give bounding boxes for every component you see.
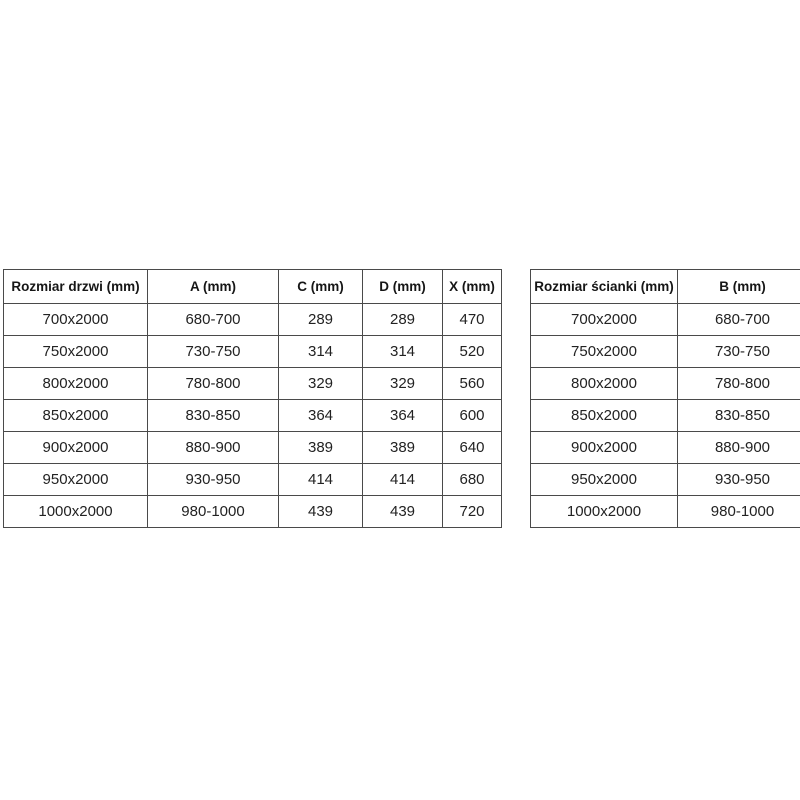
table-row (531, 496, 800, 528)
table-cell: 314 (363, 336, 443, 368)
header-row (4, 270, 502, 304)
table-cell: 414 (363, 464, 443, 496)
table-cell: 950x2000 (531, 464, 678, 496)
table-row (4, 336, 502, 368)
table-cell: 329 (279, 368, 363, 400)
table-row (531, 432, 800, 464)
table-cell: 880-900 (148, 432, 279, 464)
table-cell: 600 (443, 400, 502, 432)
table-cell: 850x2000 (4, 400, 148, 432)
table-cell: 314 (279, 336, 363, 368)
table-cell: 1000x2000 (4, 496, 148, 528)
table-cell: 800x2000 (4, 368, 148, 400)
table-cell: 780-800 (148, 368, 279, 400)
table-row (4, 368, 502, 400)
table-cell: 439 (363, 496, 443, 528)
table-cell: 364 (363, 400, 443, 432)
column-header: X (mm) (443, 270, 502, 304)
table-row (531, 368, 800, 400)
table-cell: 930-950 (678, 464, 800, 496)
table-cell: 700x2000 (4, 304, 148, 336)
table-cell: 680-700 (148, 304, 279, 336)
table-row (4, 464, 502, 496)
table-cell: 720 (443, 496, 502, 528)
table-cell: 414 (279, 464, 363, 496)
table-cell: 930-950 (148, 464, 279, 496)
table-cell: 439 (279, 496, 363, 528)
table-cell: 950x2000 (4, 464, 148, 496)
table-row (4, 400, 502, 432)
table-cell: 830-850 (678, 400, 800, 432)
table-row (531, 464, 800, 496)
header-row (531, 270, 800, 304)
table-row (531, 400, 800, 432)
table-cell: 329 (363, 368, 443, 400)
table-row (4, 496, 502, 528)
table-cell: 1000x2000 (531, 496, 678, 528)
table-cell: 289 (279, 304, 363, 336)
table-cell: 640 (443, 432, 502, 464)
column-header: Rozmiar ścianki (mm) (531, 270, 678, 304)
table-row (4, 432, 502, 464)
table-cell: 364 (279, 400, 363, 432)
table-cell: 830-850 (148, 400, 279, 432)
table-cell: 389 (279, 432, 363, 464)
column-header: D (mm) (363, 270, 443, 304)
table-cell: 680-700 (678, 304, 800, 336)
door-size-table (3, 269, 502, 528)
table-cell: 560 (443, 368, 502, 400)
table-cell: 750x2000 (531, 336, 678, 368)
wall-size-table (530, 269, 800, 528)
column-header: C (mm) (279, 270, 363, 304)
table-row (531, 336, 800, 368)
column-header: B (mm) (678, 270, 800, 304)
column-header: Rozmiar drzwi (mm) (4, 270, 148, 304)
table-cell: 800x2000 (531, 368, 678, 400)
table-cell: 900x2000 (4, 432, 148, 464)
table-cell: 980-1000 (148, 496, 279, 528)
table-cell: 730-750 (678, 336, 800, 368)
table-cell: 980-1000 (678, 496, 800, 528)
table-cell: 880-900 (678, 432, 800, 464)
table-cell: 750x2000 (4, 336, 148, 368)
table-cell: 700x2000 (531, 304, 678, 336)
table-cell: 520 (443, 336, 502, 368)
table-cell: 900x2000 (531, 432, 678, 464)
table-cell: 730-750 (148, 336, 279, 368)
table-cell: 850x2000 (531, 400, 678, 432)
column-header: A (mm) (148, 270, 279, 304)
table-cell: 680 (443, 464, 502, 496)
table-cell: 389 (363, 432, 443, 464)
table-cell: 780-800 (678, 368, 800, 400)
table-cell: 289 (363, 304, 443, 336)
table-row (531, 304, 800, 336)
table-row (4, 304, 502, 336)
table-cell: 470 (443, 304, 502, 336)
